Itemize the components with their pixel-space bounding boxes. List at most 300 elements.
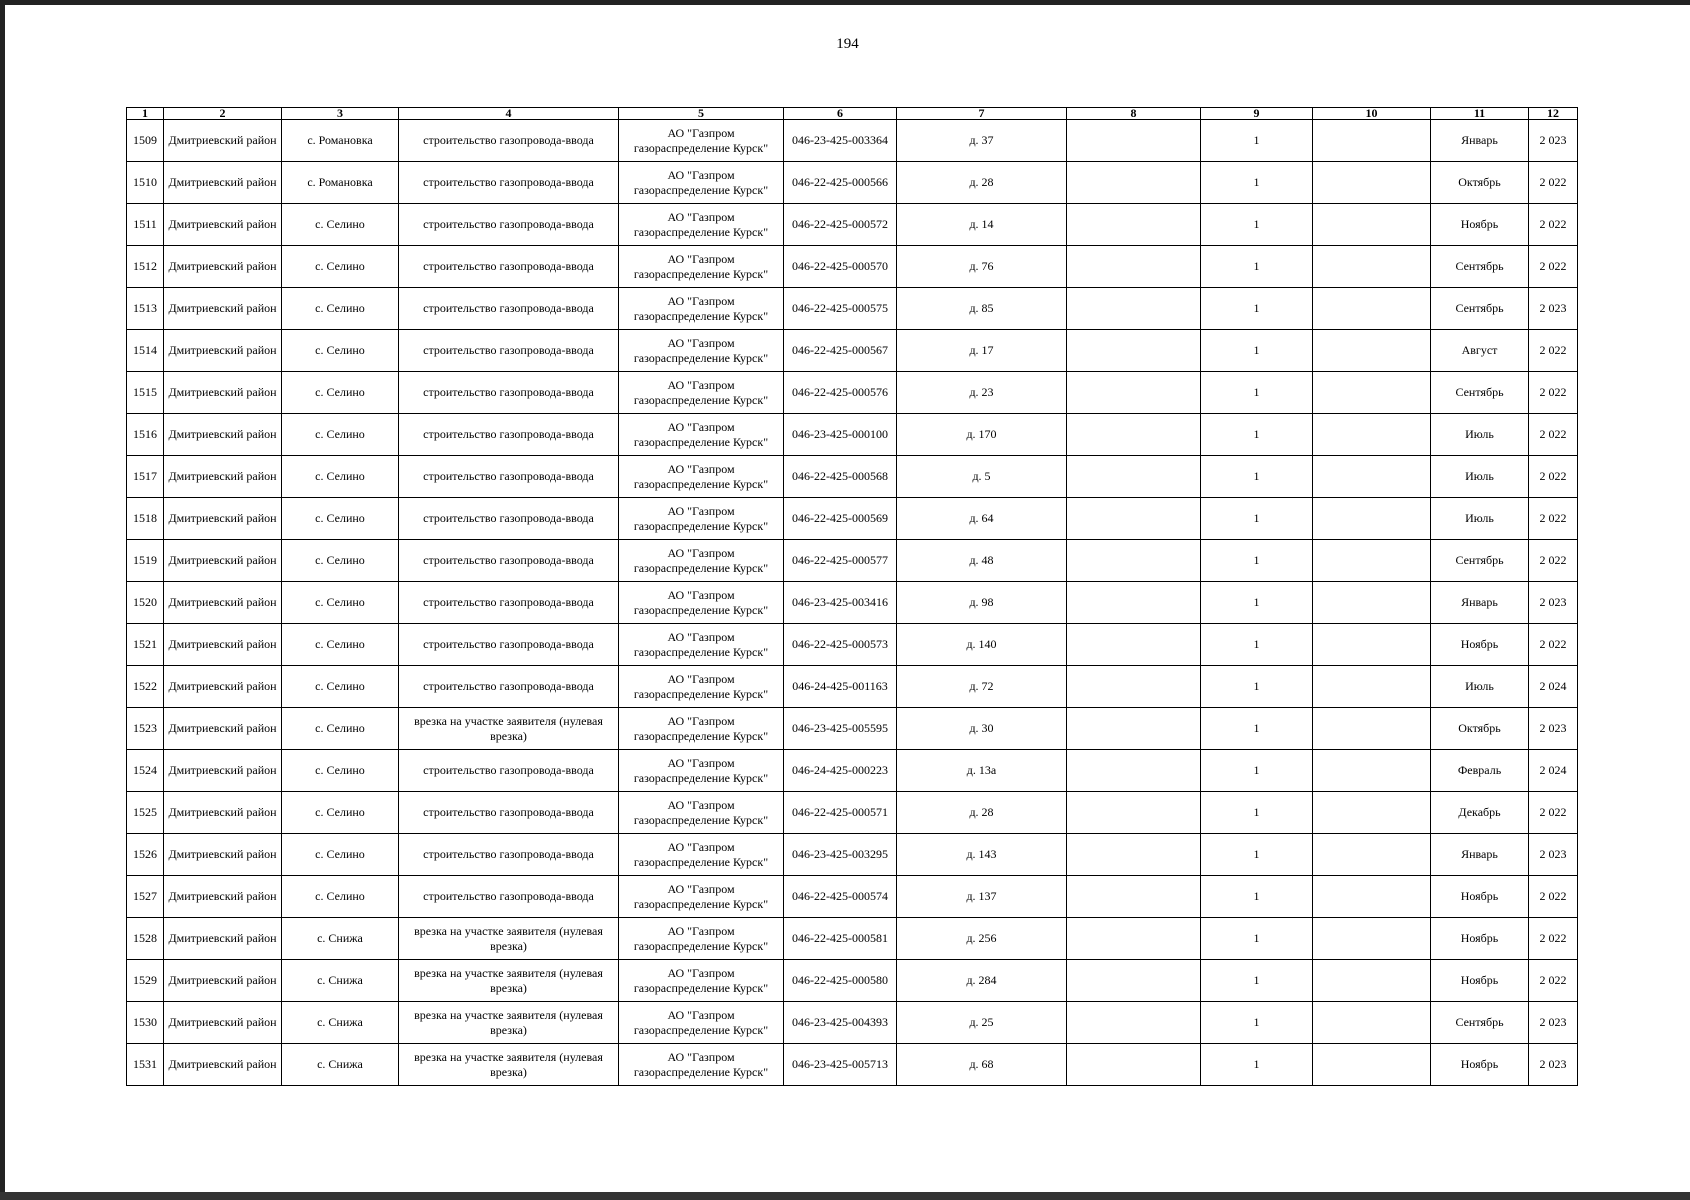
month-cell: Ноябрь	[1431, 876, 1529, 918]
header-row	[127, 108, 1578, 120]
district-cell: Дмитриевский район	[164, 498, 282, 540]
row-number: 1513	[127, 288, 164, 330]
quantity-cell: 1	[1201, 834, 1313, 876]
column-10-cell	[1313, 1044, 1431, 1086]
year-cell: 2 023	[1529, 120, 1578, 162]
district-cell: Дмитриевский район	[164, 750, 282, 792]
column-10-cell	[1313, 162, 1431, 204]
col-header: 11	[1431, 108, 1529, 120]
work-type-cell: строительство газопровода-ввода	[399, 162, 619, 204]
work-type-cell: строительство газопровода-ввода	[399, 540, 619, 582]
district-cell: Дмитриевский район	[164, 414, 282, 456]
work-type-cell: строительство газопровода-ввода	[399, 330, 619, 372]
contract-code-cell: 046-22-425-000577	[784, 540, 897, 582]
table-row	[127, 120, 1578, 162]
locality-cell: с. Селино	[282, 876, 399, 918]
table-row	[127, 246, 1578, 288]
quantity-cell: 1	[1201, 246, 1313, 288]
work-type-cell: врезка на участке заявителя (нулевая врезка)	[399, 1002, 619, 1044]
contract-code-cell: 046-23-425-004393	[784, 1002, 897, 1044]
work-type-cell: строительство газопровода-ввода	[399, 414, 619, 456]
column-10-cell	[1313, 288, 1431, 330]
column-10-cell	[1313, 750, 1431, 792]
table-row	[127, 750, 1578, 792]
locality-cell: с. Селино	[282, 792, 399, 834]
table-body	[127, 120, 1578, 1086]
district-cell: Дмитриевский район	[164, 1002, 282, 1044]
organization-cell: АО "Газпром газораспределение Курск"	[619, 918, 784, 960]
column-8-cell	[1067, 246, 1201, 288]
district-cell: Дмитриевский район	[164, 540, 282, 582]
column-10-cell	[1313, 204, 1431, 246]
scan-edge-top	[0, 0, 1690, 5]
work-type-cell: строительство газопровода-ввода	[399, 498, 619, 540]
column-8-cell	[1067, 540, 1201, 582]
column-8-cell	[1067, 582, 1201, 624]
organization-cell: АО "Газпром газораспределение Курск"	[619, 624, 784, 666]
quantity-cell: 1	[1201, 876, 1313, 918]
contract-code-cell: 046-22-425-000575	[784, 288, 897, 330]
district-cell: Дмитриевский район	[164, 876, 282, 918]
work-type-cell: строительство газопровода-ввода	[399, 582, 619, 624]
address-cell: д. 72	[897, 666, 1067, 708]
work-type-cell: врезка на участке заявителя (нулевая врезка)	[399, 1044, 619, 1086]
work-type-cell: врезка на участке заявителя (нулевая врезка)	[399, 918, 619, 960]
year-cell: 2 022	[1529, 162, 1578, 204]
year-cell: 2 022	[1529, 456, 1578, 498]
locality-cell: с. Селино	[282, 414, 399, 456]
col-header: 2	[164, 108, 282, 120]
address-cell: д. 170	[897, 414, 1067, 456]
col-header: 3	[282, 108, 399, 120]
column-10-cell	[1313, 666, 1431, 708]
row-number: 1518	[127, 498, 164, 540]
locality-cell: с. Романовка	[282, 120, 399, 162]
year-cell: 2 023	[1529, 708, 1578, 750]
column-10-cell	[1313, 1002, 1431, 1044]
contract-code-cell: 046-22-425-000580	[784, 960, 897, 1002]
locality-cell: с. Селино	[282, 540, 399, 582]
locality-cell: с. Селино	[282, 666, 399, 708]
column-10-cell	[1313, 624, 1431, 666]
row-number: 1522	[127, 666, 164, 708]
month-cell: Февраль	[1431, 750, 1529, 792]
district-cell: Дмитриевский район	[164, 330, 282, 372]
contract-code-cell: 046-22-425-000576	[784, 372, 897, 414]
column-10-cell	[1313, 414, 1431, 456]
organization-cell: АО "Газпром газораспределение Курск"	[619, 246, 784, 288]
column-8-cell	[1067, 876, 1201, 918]
locality-cell: с. Селино	[282, 582, 399, 624]
month-cell: Ноябрь	[1431, 624, 1529, 666]
table-row	[127, 372, 1578, 414]
year-cell: 2 023	[1529, 1002, 1578, 1044]
locality-cell: с. Селино	[282, 246, 399, 288]
table-row	[127, 456, 1578, 498]
quantity-cell: 1	[1201, 204, 1313, 246]
col-header: 1	[127, 108, 164, 120]
row-number: 1517	[127, 456, 164, 498]
organization-cell: АО "Газпром газораспределение Курск"	[619, 414, 784, 456]
quantity-cell: 1	[1201, 1044, 1313, 1086]
quantity-cell: 1	[1201, 1002, 1313, 1044]
column-8-cell	[1067, 1002, 1201, 1044]
column-10-cell	[1313, 456, 1431, 498]
quantity-cell: 1	[1201, 456, 1313, 498]
column-8-cell	[1067, 498, 1201, 540]
address-cell: д. 98	[897, 582, 1067, 624]
organization-cell: АО "Газпром газораспределение Курск"	[619, 456, 784, 498]
locality-cell: с. Селино	[282, 456, 399, 498]
quantity-cell: 1	[1201, 792, 1313, 834]
column-10-cell	[1313, 498, 1431, 540]
month-cell: Январь	[1431, 834, 1529, 876]
month-cell: Сентябрь	[1431, 372, 1529, 414]
col-header: 8	[1067, 108, 1201, 120]
year-cell: 2 022	[1529, 246, 1578, 288]
row-number: 1531	[127, 1044, 164, 1086]
address-cell: д. 48	[897, 540, 1067, 582]
organization-cell: АО "Газпром газораспределение Курск"	[619, 834, 784, 876]
locality-cell: с. Селино	[282, 288, 399, 330]
district-cell: Дмитриевский район	[164, 918, 282, 960]
table-row	[127, 498, 1578, 540]
locality-cell: с. Снижа	[282, 960, 399, 1002]
column-8-cell	[1067, 162, 1201, 204]
quantity-cell: 1	[1201, 582, 1313, 624]
work-type-cell: строительство газопровода-ввода	[399, 666, 619, 708]
district-cell: Дмитриевский район	[164, 120, 282, 162]
contract-code-cell: 046-23-425-003416	[784, 582, 897, 624]
organization-cell: АО "Газпром газораспределение Курск"	[619, 498, 784, 540]
district-cell: Дмитриевский район	[164, 372, 282, 414]
month-cell: Октябрь	[1431, 162, 1529, 204]
work-type-cell: строительство газопровода-ввода	[399, 120, 619, 162]
column-10-cell	[1313, 330, 1431, 372]
table-row	[127, 1002, 1578, 1044]
row-number: 1529	[127, 960, 164, 1002]
organization-cell: АО "Газпром газораспределение Курск"	[619, 1044, 784, 1086]
work-type-cell: строительство газопровода-ввода	[399, 456, 619, 498]
column-8-cell	[1067, 960, 1201, 1002]
year-cell: 2 022	[1529, 540, 1578, 582]
locality-cell: с. Селино	[282, 834, 399, 876]
locality-cell: с. Селино	[282, 708, 399, 750]
year-cell: 2 023	[1529, 834, 1578, 876]
month-cell: Август	[1431, 330, 1529, 372]
organization-cell: АО "Газпром газораспределение Курск"	[619, 204, 784, 246]
table-row	[127, 540, 1578, 582]
year-cell: 2 022	[1529, 372, 1578, 414]
contract-code-cell: 046-23-425-000100	[784, 414, 897, 456]
col-header: 7	[897, 108, 1067, 120]
table-row	[127, 330, 1578, 372]
quantity-cell: 1	[1201, 960, 1313, 1002]
organization-cell: АО "Газпром газораспределение Курск"	[619, 666, 784, 708]
locality-cell: с. Романовка	[282, 162, 399, 204]
work-type-cell: строительство газопровода-ввода	[399, 624, 619, 666]
column-10-cell	[1313, 372, 1431, 414]
column-8-cell	[1067, 330, 1201, 372]
month-cell: Октябрь	[1431, 708, 1529, 750]
quantity-cell: 1	[1201, 120, 1313, 162]
district-cell: Дмитриевский район	[164, 162, 282, 204]
quantity-cell: 1	[1201, 624, 1313, 666]
organization-cell: АО "Газпром газораспределение Курск"	[619, 792, 784, 834]
col-header: 12	[1529, 108, 1578, 120]
scan-edge-left	[0, 0, 5, 1200]
contract-code-cell: 046-22-425-000566	[784, 162, 897, 204]
column-10-cell	[1313, 708, 1431, 750]
month-cell: Ноябрь	[1431, 918, 1529, 960]
column-10-cell	[1313, 960, 1431, 1002]
address-cell: д. 25	[897, 1002, 1067, 1044]
address-cell: д. 284	[897, 960, 1067, 1002]
address-cell: д. 85	[897, 288, 1067, 330]
table-row	[127, 204, 1578, 246]
month-cell: Сентябрь	[1431, 1002, 1529, 1044]
table-row	[127, 792, 1578, 834]
column-10-cell	[1313, 120, 1431, 162]
work-type-cell: строительство газопровода-ввода	[399, 792, 619, 834]
page-number: 194	[836, 36, 859, 52]
column-8-cell	[1067, 456, 1201, 498]
month-cell: Сентябрь	[1431, 246, 1529, 288]
organization-cell: АО "Газпром газораспределение Курск"	[619, 876, 784, 918]
address-cell: д. 64	[897, 498, 1067, 540]
table-row	[127, 666, 1578, 708]
row-number: 1511	[127, 204, 164, 246]
address-cell: д. 17	[897, 330, 1067, 372]
year-cell: 2 022	[1529, 960, 1578, 1002]
district-cell: Дмитриевский район	[164, 834, 282, 876]
address-cell: д. 137	[897, 876, 1067, 918]
organization-cell: АО "Газпром газораспределение Курск"	[619, 288, 784, 330]
month-cell: Июль	[1431, 414, 1529, 456]
quantity-cell: 1	[1201, 540, 1313, 582]
quantity-cell: 1	[1201, 666, 1313, 708]
address-cell: д. 143	[897, 834, 1067, 876]
quantity-cell: 1	[1201, 498, 1313, 540]
column-10-cell	[1313, 792, 1431, 834]
column-8-cell	[1067, 204, 1201, 246]
year-cell: 2 022	[1529, 414, 1578, 456]
work-type-cell: строительство газопровода-ввода	[399, 750, 619, 792]
row-number: 1527	[127, 876, 164, 918]
contract-code-cell: 046-22-425-000572	[784, 204, 897, 246]
column-8-cell	[1067, 750, 1201, 792]
organization-cell: АО "Газпром газораспределение Курск"	[619, 960, 784, 1002]
column-8-cell	[1067, 834, 1201, 876]
district-cell: Дмитриевский район	[164, 246, 282, 288]
organization-cell: АО "Газпром газораспределение Курск"	[619, 540, 784, 582]
column-10-cell	[1313, 582, 1431, 624]
locality-cell: с. Селино	[282, 204, 399, 246]
locality-cell: с. Снижа	[282, 918, 399, 960]
column-8-cell	[1067, 414, 1201, 456]
organization-cell: АО "Газпром газораспределение Курск"	[619, 330, 784, 372]
column-8-cell	[1067, 918, 1201, 960]
address-cell: д. 5	[897, 456, 1067, 498]
address-cell: д. 13а	[897, 750, 1067, 792]
row-number: 1516	[127, 414, 164, 456]
year-cell: 2 022	[1529, 330, 1578, 372]
district-cell: Дмитриевский район	[164, 288, 282, 330]
row-number: 1523	[127, 708, 164, 750]
month-cell: Июль	[1431, 498, 1529, 540]
contract-code-cell: 046-23-425-005713	[784, 1044, 897, 1086]
column-8-cell	[1067, 288, 1201, 330]
contract-code-cell: 046-22-425-000581	[784, 918, 897, 960]
organization-cell: АО "Газпром газораспределение Курск"	[619, 120, 784, 162]
month-cell: Ноябрь	[1431, 204, 1529, 246]
table-row	[127, 918, 1578, 960]
table-row	[127, 708, 1578, 750]
column-8-cell	[1067, 708, 1201, 750]
year-cell: 2 024	[1529, 666, 1578, 708]
table-row	[127, 1044, 1578, 1086]
contract-code-cell: 046-24-425-000223	[784, 750, 897, 792]
quantity-cell: 1	[1201, 330, 1313, 372]
column-8-cell	[1067, 1044, 1201, 1086]
month-cell: Ноябрь	[1431, 960, 1529, 1002]
locality-cell: с. Селино	[282, 372, 399, 414]
row-number: 1524	[127, 750, 164, 792]
table-row	[127, 960, 1578, 1002]
district-cell: Дмитриевский район	[164, 960, 282, 1002]
work-type-cell: врезка на участке заявителя (нулевая врезка)	[399, 708, 619, 750]
quantity-cell: 1	[1201, 414, 1313, 456]
quantity-cell: 1	[1201, 750, 1313, 792]
scan-edge-bottom	[0, 1192, 1690, 1200]
address-cell: д. 23	[897, 372, 1067, 414]
quantity-cell: 1	[1201, 372, 1313, 414]
district-cell: Дмитриевский район	[164, 792, 282, 834]
month-cell: Сентябрь	[1431, 540, 1529, 582]
contract-code-cell: 046-22-425-000569	[784, 498, 897, 540]
locality-cell: с. Снижа	[282, 1002, 399, 1044]
year-cell: 2 023	[1529, 582, 1578, 624]
locality-cell: с. Селино	[282, 498, 399, 540]
address-cell: д. 30	[897, 708, 1067, 750]
year-cell: 2 024	[1529, 750, 1578, 792]
column-8-cell	[1067, 624, 1201, 666]
contract-code-cell: 046-23-425-005595	[784, 708, 897, 750]
district-cell: Дмитриевский район	[164, 666, 282, 708]
contract-code-cell: 046-22-425-000574	[784, 876, 897, 918]
column-8-cell	[1067, 372, 1201, 414]
column-10-cell	[1313, 834, 1431, 876]
address-cell: д. 140	[897, 624, 1067, 666]
year-cell: 2 022	[1529, 792, 1578, 834]
row-number: 1528	[127, 918, 164, 960]
address-cell: д. 256	[897, 918, 1067, 960]
year-cell: 2 022	[1529, 498, 1578, 540]
row-number: 1521	[127, 624, 164, 666]
table-row	[127, 414, 1578, 456]
month-cell: Январь	[1431, 582, 1529, 624]
column-10-cell	[1313, 876, 1431, 918]
register-table	[126, 107, 1578, 1086]
quantity-cell: 1	[1201, 708, 1313, 750]
address-cell: д. 76	[897, 246, 1067, 288]
locality-cell: с. Снижа	[282, 1044, 399, 1086]
address-cell: д. 28	[897, 162, 1067, 204]
column-10-cell	[1313, 246, 1431, 288]
district-cell: Дмитриевский район	[164, 582, 282, 624]
year-cell: 2 022	[1529, 918, 1578, 960]
row-number: 1526	[127, 834, 164, 876]
contract-code-cell: 046-22-425-000568	[784, 456, 897, 498]
quantity-cell: 1	[1201, 288, 1313, 330]
work-type-cell: строительство газопровода-ввода	[399, 288, 619, 330]
contract-code-cell: 046-24-425-001163	[784, 666, 897, 708]
address-cell: д. 37	[897, 120, 1067, 162]
table-row	[127, 582, 1578, 624]
locality-cell: с. Селино	[282, 750, 399, 792]
row-number: 1525	[127, 792, 164, 834]
row-number: 1519	[127, 540, 164, 582]
locality-cell: с. Селино	[282, 624, 399, 666]
month-cell: Декабрь	[1431, 792, 1529, 834]
contract-code-cell: 046-23-425-003295	[784, 834, 897, 876]
contract-code-cell: 046-22-425-000571	[784, 792, 897, 834]
organization-cell: АО "Газпром газораспределение Курск"	[619, 1002, 784, 1044]
row-number: 1520	[127, 582, 164, 624]
quantity-cell: 1	[1201, 162, 1313, 204]
col-header: 10	[1313, 108, 1431, 120]
year-cell: 2 022	[1529, 204, 1578, 246]
month-cell: Июль	[1431, 456, 1529, 498]
contract-code-cell: 046-22-425-000567	[784, 330, 897, 372]
work-type-cell: врезка на участке заявителя (нулевая врезка)	[399, 960, 619, 1002]
organization-cell: АО "Газпром газораспределение Курск"	[619, 582, 784, 624]
address-cell: д. 14	[897, 204, 1067, 246]
year-cell: 2 023	[1529, 1044, 1578, 1086]
contract-code-cell: 046-22-425-000570	[784, 246, 897, 288]
row-number: 1510	[127, 162, 164, 204]
work-type-cell: строительство газопровода-ввода	[399, 204, 619, 246]
contract-code-cell: 046-22-425-000573	[784, 624, 897, 666]
table-row	[127, 876, 1578, 918]
table-row	[127, 162, 1578, 204]
month-cell: Сентябрь	[1431, 288, 1529, 330]
column-8-cell	[1067, 120, 1201, 162]
table-row	[127, 288, 1578, 330]
column-10-cell	[1313, 918, 1431, 960]
column-8-cell	[1067, 792, 1201, 834]
col-header: 4	[399, 108, 619, 120]
address-cell: д. 28	[897, 792, 1067, 834]
locality-cell: с. Селино	[282, 330, 399, 372]
table-row	[127, 834, 1578, 876]
col-header: 9	[1201, 108, 1313, 120]
year-cell: 2 022	[1529, 624, 1578, 666]
work-type-cell: строительство газопровода-ввода	[399, 876, 619, 918]
col-header: 6	[784, 108, 897, 120]
district-cell: Дмитриевский район	[164, 708, 282, 750]
organization-cell: АО "Газпром газораспределение Курск"	[619, 750, 784, 792]
quantity-cell: 1	[1201, 918, 1313, 960]
district-cell: Дмитриевский район	[164, 204, 282, 246]
contract-code-cell: 046-23-425-003364	[784, 120, 897, 162]
organization-cell: АО "Газпром газораспределение Курск"	[619, 708, 784, 750]
month-cell: Ноябрь	[1431, 1044, 1529, 1086]
address-cell: д. 68	[897, 1044, 1067, 1086]
table-row	[127, 624, 1578, 666]
column-8-cell	[1067, 666, 1201, 708]
organization-cell: АО "Газпром газораспределение Курск"	[619, 372, 784, 414]
